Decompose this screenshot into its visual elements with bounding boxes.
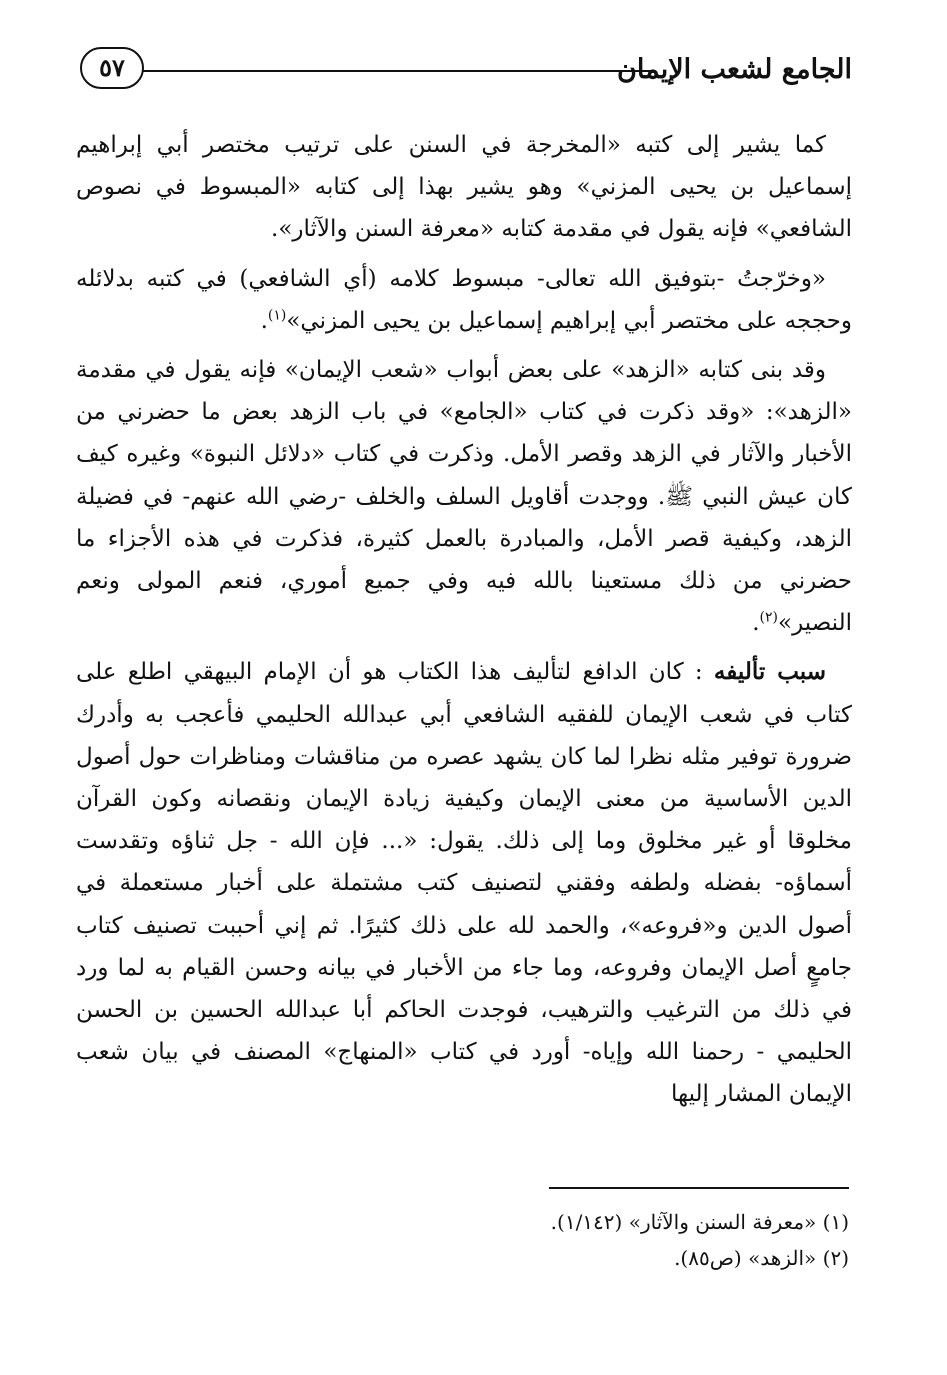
section-lead: سبب تأليفه <box>713 658 826 686</box>
page-header <box>74 40 852 100</box>
header-rule <box>142 70 652 72</box>
paragraph-4-text: : كان الدافع لتأليف هذا الكتاب هو أن الإمام البيهقي اطلع على كتاب في شعب الإيمان للفقيه الشافعي أبي عبدالله الحليمي فأعجب به وأدرك ضرورة توفير مثله نظرا لما كان يشهد عصره من مناقشات ومناظرات حول أصول الدين الأساسية من معنى الإيمان وكيفية زيادة الإيمان ونقصانه وكون القرآن مخلوقا أو غير مخلوق وما إلى ذلك. يقول: «... فإن الله - جل ثناؤه وتقدست أسماؤه- بفضله ولطفه وفقني لتصنيف كتب مشتملة على أخبار مستعملة في أصول الدين و«فروعه»، والحمد لله على ذلك كثيرًا. ثم إني أحببت تصنيف كتاب جامعٍ أصل الإيمان وفروعه، وما جاء من الأخبار في بيانه وحسن القيام به لما ورد في ذلك من الترغيب والترهيب، فوجدت الحاكم أبا عبدالله الحسين بن الحسن الحليمي - رحمنا الله وإياه- أورد في كتاب «المنهاج» المصنف في بيان شعب الإيمان المشار إليها <box>76 659 852 1108</box>
footnote-rule <box>549 1187 849 1189</box>
paragraph-4 <box>76 651 852 1115</box>
paragraph-3-end: . <box>752 610 760 637</box>
footnote-ref-2: (٢) <box>759 609 778 626</box>
footnote-2: (٢) «الزهد» (ص٨٥). <box>674 1246 849 1270</box>
paragraph-2 <box>76 258 852 342</box>
paragraph-2-end: . <box>260 307 268 334</box>
footnote-ref-1: (١) <box>267 307 287 324</box>
paragraph-3-text: وقد بنى كتابه «الزهد» على بعض أبواب «شعب الإيمان» فإنه يقول في مقدمة «الزهد»: «وقد ذكرت في كتاب «الجامع» في باب الزهد بعض ما حضرني من الأخبار والآثار في الزهد وقصر الأمل. وذكرت في كتاب «دلائل النبوة» وغيره كيف كان عيش النبي ﷺ. ووجدت أقاويل السلف والخلف -رضي الله عنهم- في فضيلة الزهد، وكيفية قصر الأمل، والمبادرة بالعمل كثيرة، فذكرت في هذه الأجزاء ما حضرني من ذلك مستعينا بالله فيه وفي جميع أموري، فنعم المولى ونعم النصير» <box>76 357 852 637</box>
footnotes <box>89 1204 849 1276</box>
paragraph-2-text: «وخرّجتُ -بتوفيق الله تعالى- مبسوط كلامه (أي الشافعي) في كتبه بدلائله وحججه على مختصر أبي إبراهيم إسماعيل بن يحيى المزني» <box>76 265 852 334</box>
footnote-1: (١) «معرفة السنن والآثار» (١/١٤٢). <box>550 1210 849 1234</box>
page-number: ٥٧ <box>80 47 144 89</box>
paragraph-1: كما يشير إلى كتبه «المخرجة في السنن على ترتيب مختصر أبي إبراهيم إسماعيل بن يحيى المزني» وهو يشير بهذا إلى كتابه «المبسوط في نصوص الشافعي» فإنه يقول في مقدمة كتابه «معرفة السنن والآثار». <box>76 132 852 243</box>
paragraph-3 <box>76 349 852 644</box>
main-text <box>76 124 852 1123</box>
running-title: الجامع لشعب الإيمان <box>617 54 852 85</box>
